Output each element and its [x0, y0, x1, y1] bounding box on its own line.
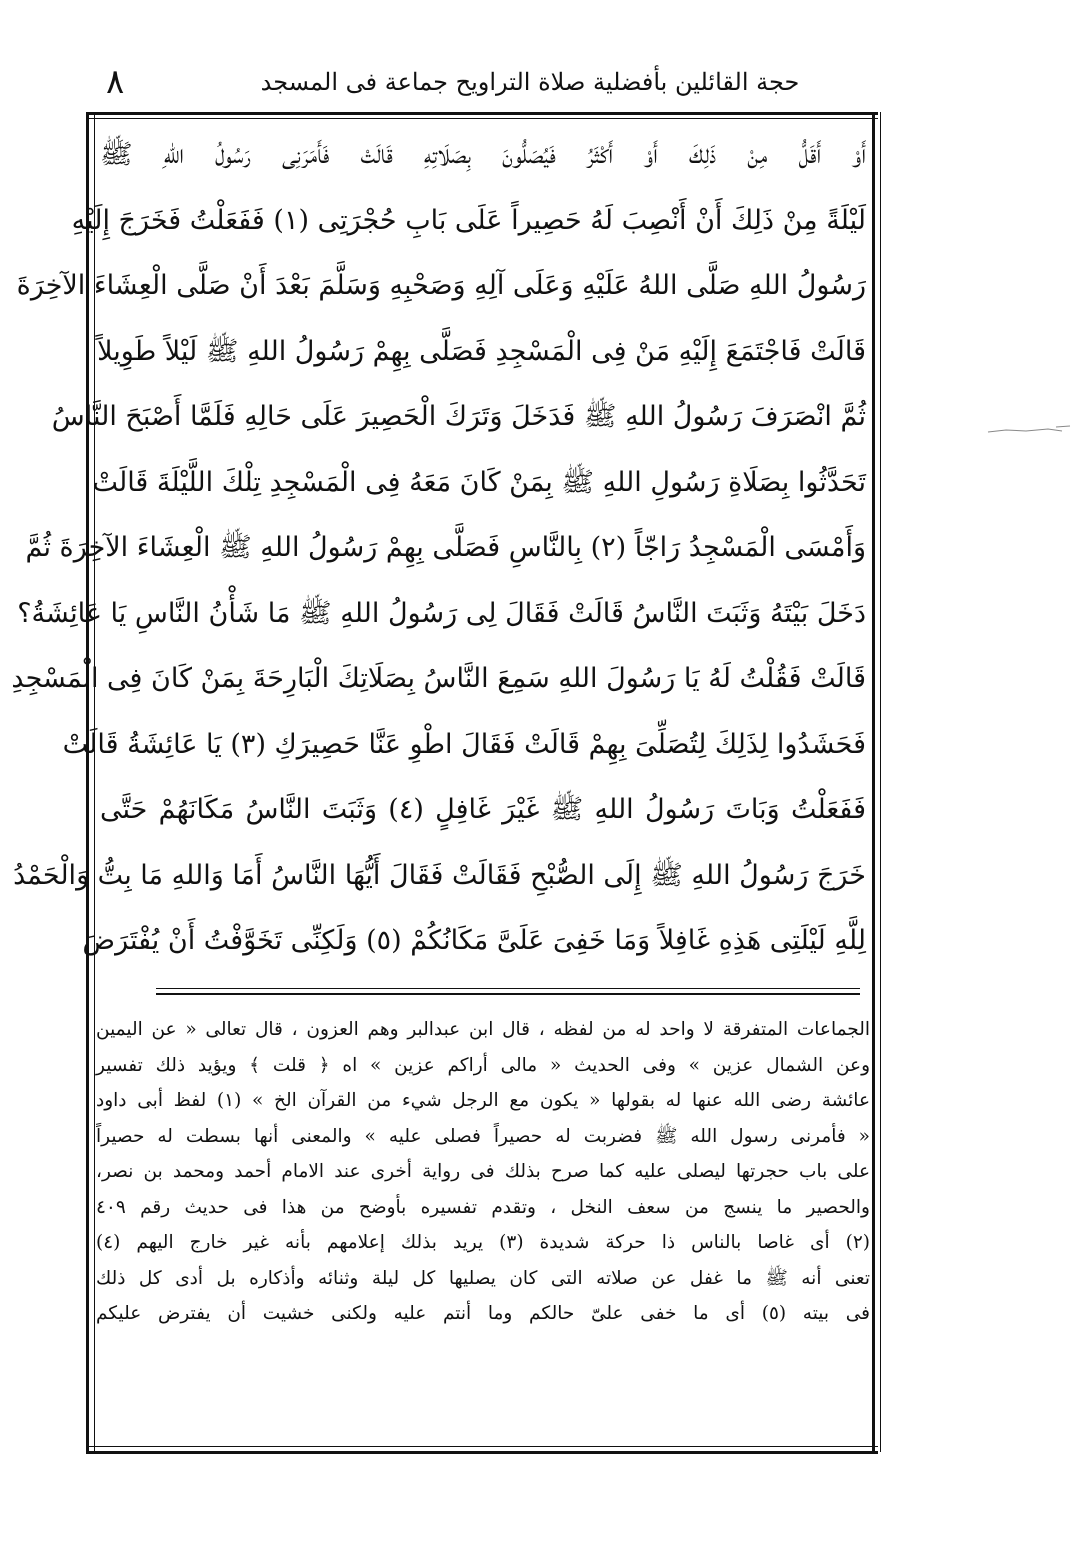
frame-bottom-rule-thin: [86, 1446, 878, 1447]
footnote-line: عائشة رضى الله عنها له بقولها « يكون مع الرجل شيء من القرآن الخ » (١) لفظ أبى داود: [96, 1090, 870, 1111]
main-text-line: وَأَمْسَى الْمَسْجِدُ رَاجّاً (٢) بِالنَّاسِ فَصَلَّى بِهِمْ رَسُولُ اللهِ ﷺ الْعِشَاءَ الآخِرَةَ ثُمَّ: [25, 532, 866, 563]
running-title: حجة القائلين بأفضلية صلاة التراويح جماعة فى المسجد: [260, 68, 800, 96]
hadith-main-text: [11, 122, 867, 974]
main-text-line: دَخَلَ بَيْتَهُ وَثَبَتَ النَّاسُ قَالَتْ فَقَالَ لِى رَسُولُ اللهِ ﷺ مَا شَأْنُ النَّاسِ يَا عَائِشَةُ؟: [17, 597, 866, 629]
main-text-line: قَالَتْ فَاجْتَمَعَ إِلَيْهِ مَنْ فِى الْمَسْجِدِ فَصَلَّى بِهِمْ رَسُولُ اللهِ ﷺ لَيْلاً طَوِيلاً: [97, 335, 866, 367]
main-text-line: ثُمَّ انْصَرَفَ رَسُولُ اللهِ ﷺ فَدَخَلَ وَتَرَكَ الْحَصِيرَ عَلَى حَالِهِ فَلَمَّا أَصْبَحَ النَّاسُ: [51, 401, 866, 432]
footnote-separator: [156, 988, 860, 989]
page-number: ٨: [106, 62, 125, 102]
footnote-line: وعن الشمال عزين » وفى الحديث « مالى أراكم عزين » اه ﴿ قلت ﴾ ويؤيد ذلك تفسير: [96, 1054, 870, 1076]
main-text-line: تَحَدَّثُوا بِصَلَاةِ رَسُولِ اللهِ ﷺ بِمَنْ كَانَ مَعَهُ فِى الْمَسْجِدِ تِلْكَ اللَّيْلَةَ قَالَتْ: [92, 466, 866, 498]
footnote-line: « فأمرنى رسول الله ﷺ فضربت له حصيراً فصلى عليه » والمعنى أنها بسطت له حصيراً: [96, 1125, 870, 1147]
main-text-line: لَيْلَةً مِنْ ذَلِكَ أَنْ أَنْصِبَ لَهُ حَصِيراً عَلَى بَابِ حُجْرَتِى (١) فَفَعَلْتُ فَخَرَجَ إِلَيْهِ: [71, 204, 866, 236]
frame-right-border: [872, 112, 881, 1452]
footnote-separator-thick: [156, 993, 860, 995]
main-text-line: أَوْ أَقَلُّ مِنْ ذَلِكَ أَوْ أَكْثَرُ فَيُصَلُّونَ بِصَلَاتِهِ قَالَتْ فَأَمَرَنِى رَسُولُ اللهِ ﷺ: [100, 139, 866, 170]
frame-top-rule-thin: [86, 118, 878, 119]
footnotes: [96, 1012, 870, 1332]
main-text-line: قَالَتْ فَقُلْتُ لَهُ يَا رَسُولَ اللهِ سَمِعَ النَّاسُ بِصَلَاتِكَ الْبَارِحَةَ بِمَنْ كَانَ فِى الْمَسْجِدِ: [11, 663, 866, 694]
main-text-line: خَرَجَ رَسُولُ اللهِ ﷺ إِلَى الصُّبْحِ فَقَالَتْ فَقَالَ أَيُّهَا النَّاسُ أَمَا وَاللهِ مَا بِتُّ وَالْحَمْدُ: [13, 859, 866, 891]
footnote-line: فى بيته (٥) أى ما خفى علىّ حالكم وما أنتم عليه ولكنى خشيت أن يفترض عليكم: [96, 1303, 870, 1324]
footnote-line: على باب حجرتها ليصلى عليه كما صرح بذلك فى رواية أخرى عند الامام أحمد ومحمد بن نصر،: [96, 1161, 870, 1182]
main-text-line: فَحَشَدُوا لِذَلِكَ لِتُصَلِّىَ بِهِمْ قَالَتْ فَقَالَ اطْوِ عَنَّا حَصِيرَكِ (٣) يَا عَائِشَةُ قَالَتْ: [62, 728, 866, 760]
footnote-line: تعنى أنه ﷺ ما غفل عن صلاته التى كان يصليها كل ليلة وثنائه وأذكاره بل أدى كل ذلك: [96, 1267, 870, 1289]
main-text-line: لِلَّهِ لَيْلَتِى هَذِهِ غَافِلاً وَمَا خَفِىَ عَلَىَّ مَكَانُكُمْ (٥) وَلَكِنِّى تَخَوَّفْتُ أَنْ يُفْتَرَضَ: [82, 925, 866, 956]
footnote-line: الجماعات المتفرقة لا واحد له من لفظه ، قال ابن عبدالبر وهم العزون ، قال تعالى « عن اليمين: [96, 1019, 870, 1040]
main-text-line: فَفَعَلْتُ وَبَاتَ رَسُولُ اللهِ ﷺ غَيْرَ غَافِلٍ (٤) وَثَبَتَ النَّاسُ مَكَانَهُمْ حَتَّى: [100, 794, 867, 825]
page-header: [80, 62, 880, 106]
footnote-line: (٢) أى غاصا بالناس ذا حركة شديدة (٣) يريد بذلك إعلامهم بأنه غير خارج اليهم (٤): [96, 1232, 870, 1253]
main-text-line: رَسُولُ اللهِ صَلَّى اللهُ عَلَيْهِ وَعَلَى آلِهِ وَصَحْبِهِ وَسَلَّمَ بَعْدَ أَنْ صَلَّى الْعِشَاءَ الآخِرَةَ: [16, 270, 866, 301]
frame-top-rule: [86, 112, 878, 115]
frame-bottom-rule: [86, 1451, 878, 1454]
footnote-line: والحصير ما ينسج من سعف النخل ، وتقدم تفسيره بأوضح من هذا فى حديث رقم ٤٠٩: [96, 1196, 870, 1218]
scan-artifact-mark: [986, 424, 1072, 436]
